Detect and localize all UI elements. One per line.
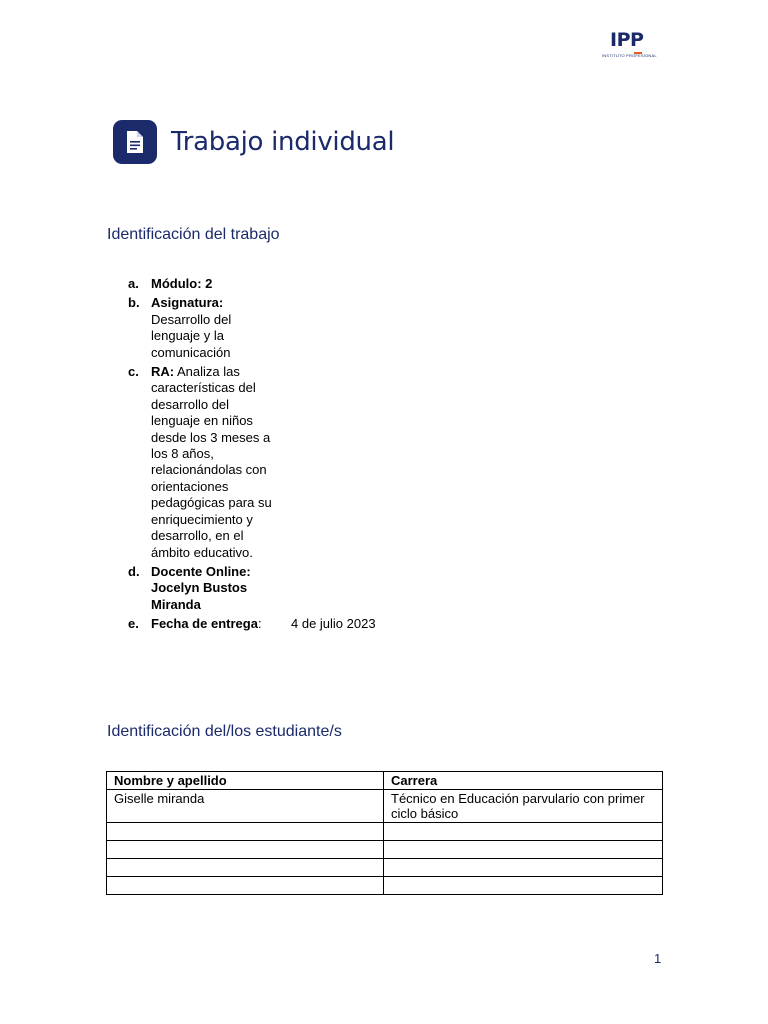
list-marker: d. bbox=[128, 563, 140, 579]
logo-text: IPP bbox=[610, 29, 644, 51]
header-name: Nombre y apellido bbox=[107, 772, 384, 790]
ra-value: Analiza las características del desarrollo del lenguaje en niños desde los 3 meses a los 8 años, relacionándolas con orientaciones pedagógicas para su enriquecimiento y desarrollo, en el ámbito educativo. bbox=[151, 364, 272, 560]
list-item-ra bbox=[125, 364, 425, 561]
list-marker: a. bbox=[128, 276, 139, 291]
table-cell bbox=[384, 859, 663, 877]
table-row bbox=[107, 859, 663, 877]
due-date-label: Fecha de entrega bbox=[151, 616, 258, 632]
ra-label: RA: bbox=[151, 364, 175, 380]
table-cell bbox=[384, 841, 663, 859]
subject-label: Asignatura: bbox=[151, 295, 224, 311]
section-title-work-id: Identificación del trabajo bbox=[107, 226, 280, 243]
section-title-students: Identificación del/los estudiante/s bbox=[107, 723, 342, 740]
table-cell: Técnico en Educación parvulario con primer ciclo básico bbox=[384, 790, 663, 823]
list-item-subject bbox=[125, 295, 425, 361]
work-details-list bbox=[125, 276, 425, 636]
table-header-row bbox=[107, 772, 663, 790]
table-cell bbox=[107, 823, 384, 841]
table-cell: Giselle miranda bbox=[107, 790, 384, 823]
page-title: Trabajo individual bbox=[171, 127, 395, 157]
table-row bbox=[107, 823, 663, 841]
students-table bbox=[106, 771, 663, 895]
list-marker: e. bbox=[128, 616, 139, 632]
list-marker: b. bbox=[128, 295, 140, 311]
table-row bbox=[107, 877, 663, 895]
ipp-logo bbox=[602, 29, 657, 60]
document-icon bbox=[113, 120, 157, 164]
list-item-due-date bbox=[125, 616, 425, 632]
teacher-label: Docente Online: Jocelyn Bustos Miranda bbox=[151, 563, 251, 612]
subject-text bbox=[151, 295, 279, 361]
table-row bbox=[107, 841, 663, 859]
table-cell bbox=[384, 823, 663, 841]
ra-text bbox=[151, 364, 279, 561]
table-cell bbox=[107, 841, 384, 859]
list-marker: c. bbox=[128, 364, 139, 380]
table-cell bbox=[384, 877, 663, 895]
subject-value: Desarrollo del lenguaje y la comunicación bbox=[151, 311, 232, 360]
table-cell bbox=[107, 859, 384, 877]
page-number: 1 bbox=[654, 951, 662, 966]
table-cell bbox=[107, 877, 384, 895]
table-row bbox=[107, 790, 663, 823]
due-date-value: 4 de julio 2023 bbox=[291, 616, 376, 632]
logo-subtitle: INSTITUTO PROFESIONAL bbox=[602, 53, 657, 58]
header-career: Carrera bbox=[384, 772, 663, 790]
due-date-colon: : bbox=[257, 616, 262, 632]
list-item-module bbox=[125, 276, 425, 292]
module-label: Módulo: 2 bbox=[151, 276, 213, 291]
list-item-teacher bbox=[125, 564, 425, 613]
